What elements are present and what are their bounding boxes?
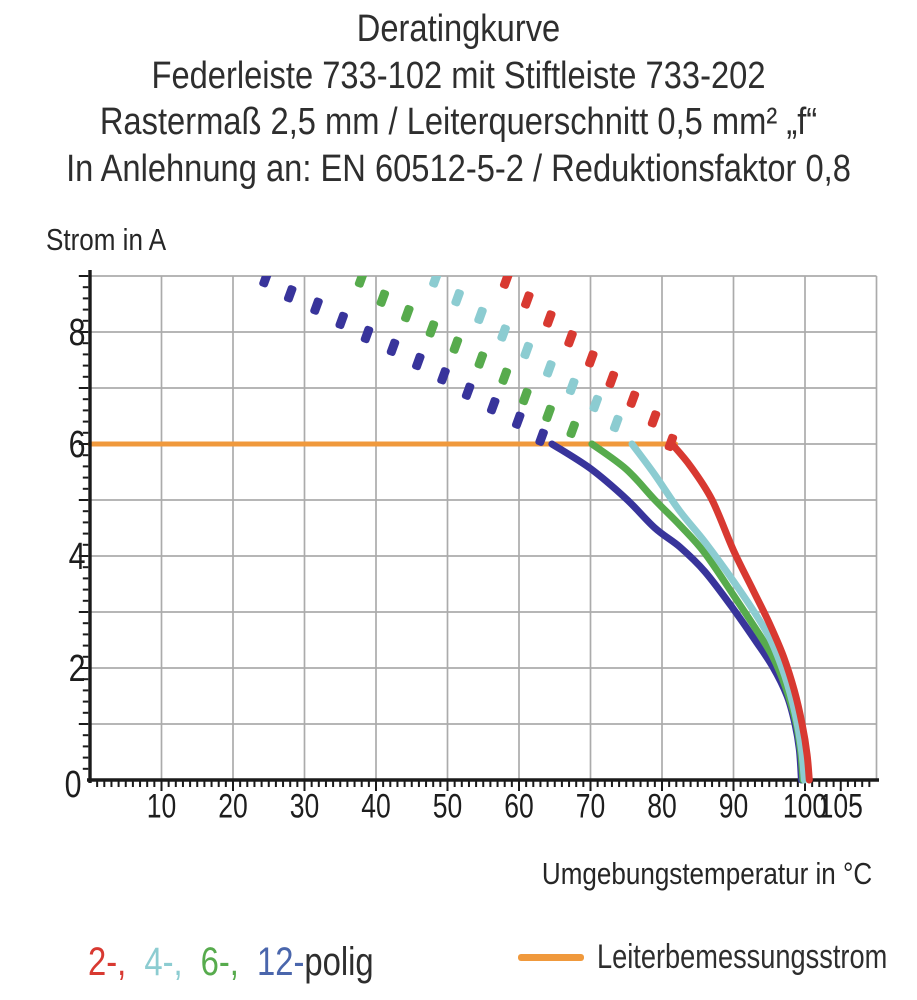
x-tick-label: 90 — [718, 787, 749, 826]
x-tick-label: 30 — [289, 787, 320, 826]
dash-mark — [436, 366, 450, 385]
legend-item-label: 2-, — [88, 940, 127, 984]
grid — [90, 276, 877, 780]
dash-mark — [566, 420, 580, 439]
y-tick-label: 8 — [68, 311, 86, 354]
x-tick-label: 60 — [504, 787, 534, 826]
dash-mark — [520, 341, 534, 360]
legend-item-label: 6-, — [200, 940, 239, 984]
dash-mark — [518, 387, 532, 406]
dash-mark — [511, 411, 525, 430]
legend-suffix-polig: polig — [304, 940, 374, 984]
dash-mark — [542, 359, 556, 378]
x-tick-label: 20 — [218, 787, 248, 826]
x-tick-label: 10 — [146, 787, 177, 826]
dash-mark — [541, 404, 555, 423]
dash-mark — [565, 377, 579, 396]
dash-mark — [400, 304, 414, 323]
chart-subtitle-norm: In Anlehnung an: EN 60512-5-2 / Reduktionsfaktor 0,8 — [66, 147, 851, 190]
legend-item-12-polig — [257, 940, 374, 985]
x-tick-label: 100 — [782, 787, 828, 826]
y-axis-title: Strom in A — [46, 222, 167, 257]
dash-mark — [428, 269, 442, 288]
dash-mark — [309, 297, 323, 316]
dash-mark — [647, 409, 661, 428]
dash-mark — [335, 311, 349, 330]
curve-2-polig-dashed — [499, 271, 678, 452]
x-tick-label: 40 — [361, 787, 391, 826]
dash-mark — [520, 290, 534, 309]
dash-mark — [486, 396, 500, 415]
x-tick-label: 50 — [432, 787, 463, 826]
y-tick-label: 4 — [68, 535, 86, 578]
dash-mark — [411, 352, 425, 371]
legend-item-label: 12- — [256, 940, 305, 984]
y-tick-label: 6 — [68, 423, 86, 466]
chart-subtitle-product: Federleiste 733-102 mit Stiftleiste 733-202 — [151, 54, 766, 97]
dash-mark — [542, 309, 556, 328]
chart-title: Deratingkurve — [356, 8, 561, 50]
dash-mark — [496, 323, 510, 342]
rated-current-label: Leiterbemessungsstrom — [597, 938, 888, 976]
dash-mark — [498, 367, 512, 386]
dash-mark — [605, 370, 619, 389]
dash-mark — [386, 338, 400, 357]
y-tick-label: 2 — [68, 647, 86, 690]
dash-mark — [449, 336, 463, 355]
dash-mark — [609, 414, 623, 433]
chart-subtitle-spec: Rastermaß 2,5 mm / Leiterquerschnitt 0,5 mm² „f“ — [99, 101, 818, 143]
dash-mark — [258, 269, 272, 288]
x-axis-title: Umgebungstemperatur in °C — [541, 856, 872, 891]
dash-mark — [425, 319, 439, 338]
axes — [87, 270, 879, 783]
legend-item-6-polig — [201, 940, 239, 985]
curve-12-polig-dashed — [258, 269, 548, 447]
series-legend — [88, 940, 374, 985]
legend-item-2-polig — [88, 940, 126, 985]
legend-item-4-polig — [144, 940, 182, 985]
dash-mark — [283, 284, 297, 303]
dash-mark — [461, 382, 475, 401]
dash-mark — [354, 269, 368, 288]
x-tick-label: 80 — [647, 787, 677, 826]
dash-mark — [626, 390, 640, 409]
dash-mark — [584, 349, 598, 368]
x-tick-label: 105 — [818, 787, 863, 826]
dash-mark — [376, 289, 390, 308]
dash-mark — [499, 271, 513, 290]
dash-mark — [474, 350, 488, 369]
x-tick-label: 70 — [575, 787, 606, 826]
rated-current-legend — [518, 938, 917, 977]
dash-mark — [360, 325, 374, 344]
y-tick-label: 0 — [64, 763, 82, 806]
rated-current-line-swatch — [518, 954, 584, 961]
dash-mark — [450, 288, 464, 307]
axis-ticks — [79, 276, 870, 791]
curves — [258, 269, 809, 780]
dash-mark — [473, 306, 487, 325]
legend-item-label: 4-, — [144, 940, 183, 984]
